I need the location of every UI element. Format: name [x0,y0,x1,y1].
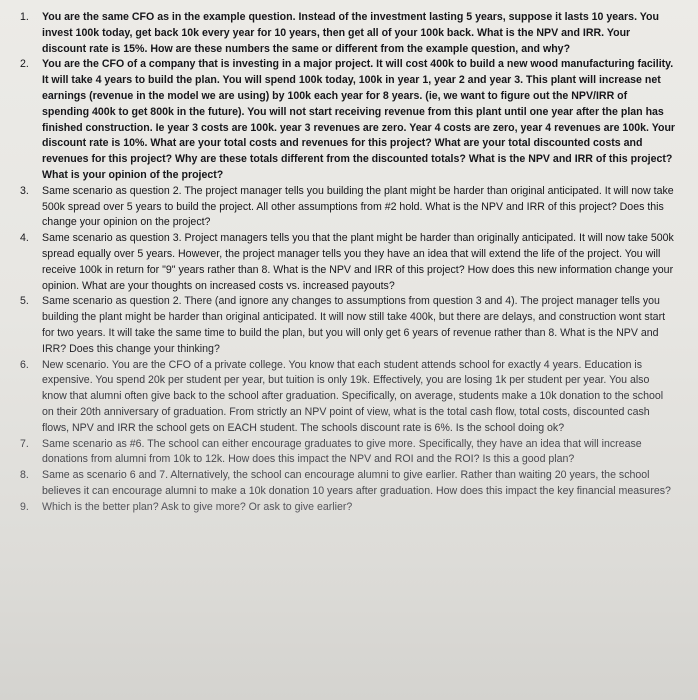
question-number: 4. [20,232,29,245]
question-6 [0,358,698,437]
question-number: 5. [20,295,29,308]
question-3 [0,184,698,231]
question-number: 3. [20,184,29,197]
question-9 [0,500,698,516]
question-text: You are the same CFO as in the example question. Instead of the investment lasting 5 years, suppose it lasts 10 years. You invest 100k today, get back 10k every year for 10 years, then get all of your 100k back. What is the NPV and IRR. Your discount rate is 15%. How are these numbers the same or different from the example question, and why? [42,11,659,55]
question-number: 9. [20,500,29,513]
question-number: 2. [20,58,29,71]
question-5 [0,294,698,357]
question-text: Which is the better plan? Ask to give more? Or ask to give earlier? [42,500,353,513]
question-text: Same scenario as question 3. Project managers tells you that the plant might be harder than originally anticipated. It will now take 500k spread equally over 5 years. However, the project manager tells you they have an idea that will extend the life of the project. You will receive 100k in return for "9" years rather than 8. What is the NPV and IRR of this project? How does this new information change your opinion. What are your thoughts on increased costs vs. increased payouts? [42,232,674,292]
question-2 [0,57,698,183]
question-1 [0,10,698,57]
question-text: Same as scenario 6 and 7. Alternatively, the school can encourage alumni to give earlier. Rather than waiting 20 years, the school believes it can encourage alumni to make a 10k donation 10 years after graduation. How does this impact the key financial measures? [42,469,671,497]
question-8 [0,468,698,500]
question-number: 8. [20,469,29,482]
question-4 [0,231,698,294]
question-number: 1. [20,11,29,23]
question-7 [0,437,698,469]
question-text: Same scenario as question 2. There (and ignore any changes to assumptions from question 3 and 4). The project manager tells you building the plant might be harder than original anticipated. It will now still take 400k, but there are delays, and construction wont start for two years. It will take the same time to build the plan, but you will only get 6 years of revenue rather than 8. What is the NPV and IRR? Does this change your thinking? [42,295,666,355]
question-number: 6. [20,358,29,371]
question-text: Same scenario as question 2. The project manager tells you building the plant might be harder than original anticipated. It will now take 500k spread over 5 years to build the project. All other assumptions from #2 hold. What is the NPV and IRR of this project? Does this change your opinion on the project? [42,184,674,229]
question-number: 7. [20,437,29,450]
question-text: New scenario. You are the CFO of a private college. You know that each student attends school for exactly 4 years. Education is expensive. You spend 20k per student per year, but tuition is only 19k. Effectively, you are losing 1k per student per year. You also know that alumni often give back to the school after graduation. Specifically, on average, students make a 10k donation to the school on their 20th anniversary of graduation. From strictly an NPV point of view, what is the total cash flow, total costs, discounted cash flows, NPV and IRR the school gets on EACH student. The schools discount rate is 6%. Is the school doing ok? [42,358,664,434]
question-list [0,10,698,516]
question-text: You are the CFO of a company that is investing in a major project. It will cost 400k to build a new wood manufacturing facility. It will take 4 years to build the plan. You will spend 100k today, 100k in year 1, year 2 and year 3. This plant will increase net earnings (revenue in the model we are using) by 100k each year for 8 years. (ie, we want to figure out the NPV/IRR of spending 400k to get 800k in the future). You will not start receiving revenue from this plant until one year after the plan has finished construction. Ie year 3 costs are 100k. year 3 revenues are zero. Year 4 costs are zero, year 4 revenues are 100k. Your discount rate is 10%. What are your total costs and revenues for this project? What are your total discounted costs and revenues for this project? Why are these totals different from the discounted totals? What is the NPV and IRR of this project? What is your opinion of the project? [42,58,676,181]
question-text: Same scenario as #6. The school can either encourage graduates to give more. Specifically, they have an idea that will increase donations from alumni from 10k to 12k. How does this impact the NPV and ROI and the ROI? Is this a good plan? [42,437,642,466]
